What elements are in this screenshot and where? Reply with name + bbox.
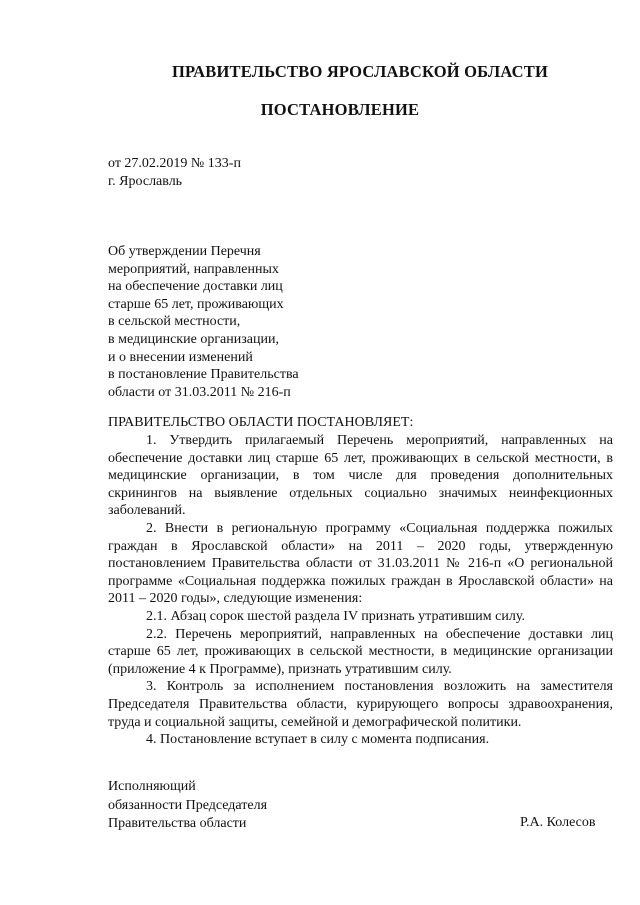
document-city: г. Ярославль (108, 174, 183, 189)
subject-line: и о внесении изменений (108, 349, 253, 365)
signatory-position-line: Исполняющий (108, 779, 196, 794)
subject-line: Об утверждении Перечня (108, 244, 261, 259)
subject-line: на обеспечение доставки лиц (108, 279, 283, 295)
body-paragraph: 2.1. Абзац сорок шестой раздела IV признать утратившим силу. (146, 608, 525, 624)
body-paragraph: 2. Внести в региональную программу «Социальная поддержка пожилых граждан в Ярославской области» на 2011 – 2020 годы, утвержденную постановлением Правительства области от 31.03.2011 № 216-п «О региональной программе «Социальная поддержка пожилых граждан в Ярославской области» на 2011 – 2020 годы», следующие изменения: (108, 520, 613, 607)
body-paragraph: 1. Утвердить прилагаемый Перечень мероприятий, направленных на обеспечение доставки лиц старше 65 лет, проживающих в сельской местности, в медицинские организации, в том числе для проведения дополнительных скринингов на выявление отдельных социально значимых неинфекционных заболеваний. (108, 433, 613, 519)
document-type-title: ПОСТАНОВЛЕНИЕ (260, 100, 420, 119)
signatory-position-line: обязанности Председателя (108, 797, 268, 813)
body-paragraph: 4. Постановление вступает в силу с момента подписания. (146, 732, 490, 748)
document-subject (108, 243, 348, 401)
signatory-position (108, 778, 267, 834)
subject-line: в медицинские организации, (108, 331, 279, 347)
signatory-name: Р.А. Колесов (520, 815, 596, 830)
subject-line: в постановление Правительства (108, 367, 299, 383)
subject-line: старше 65 лет, проживающих (108, 296, 284, 312)
government-title: ПРАВИТЕЛЬСТВО ЯРОСЛАВСКОЙ ОБЛАСТИ (171, 62, 549, 81)
subject-line: области от 31.03.2011 № 216-п (108, 384, 291, 400)
signatory-position-line: Правительства области (108, 816, 247, 831)
body-paragraph: 3. Контроль за исполнением постановления возложить на заместителя Председателя Правительства области, курирующего вопросы здравоохранения, труда и социальной защиты, семейной и демографической политики. (108, 679, 613, 730)
subject-line: в сельской местности, (108, 314, 241, 330)
document-date-number: от 27.02.2019 № 133-п (108, 156, 241, 171)
body-paragraph: 2.2. Перечень мероприятий, направленных на обеспечение доставки лиц старше 65 лет, проживающих в сельской местности, в медицинские организации (приложение 4 к Программе), признать утратившим силу. (108, 626, 613, 677)
decrees-heading: ПРАВИТЕЛЬСТВО ОБЛАСТИ ПОСТАНОВЛЯЕТ: (108, 415, 414, 430)
document-body (108, 432, 613, 749)
subject-line: мероприятий, направленных (108, 261, 279, 277)
